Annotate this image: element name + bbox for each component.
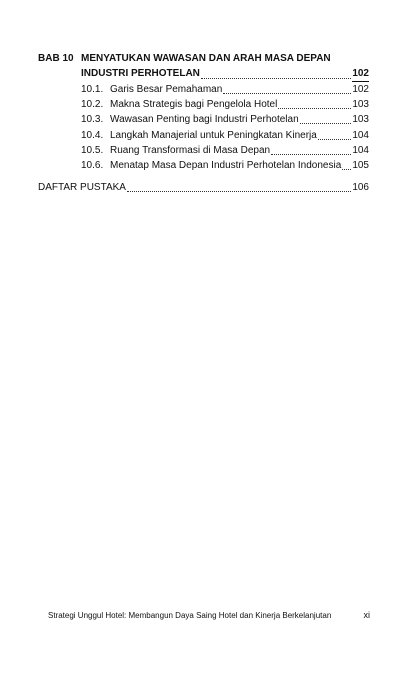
- chapter-title-line2: INDUSTRI PERHOTELAN: [81, 68, 200, 79]
- section-page: 104: [352, 145, 369, 156]
- section-title: Wawasan Penting bagi Industri Perhotelan: [110, 114, 299, 125]
- section-page: 105: [352, 160, 369, 171]
- dot-leader: [271, 154, 351, 155]
- toc-entry-bibliography[interactable]: [38, 181, 369, 195]
- section-title: Garis Besar Pemahaman: [110, 84, 223, 95]
- dot-leader: [201, 78, 351, 79]
- section-number: 10.5.: [81, 145, 104, 156]
- chapter-label: BAB 10: [38, 53, 74, 64]
- section-title: Ruang Transformasi di Masa Depan: [110, 145, 271, 156]
- toc-entry-10-6[interactable]: [81, 159, 369, 173]
- footer-page-number: xi: [363, 610, 370, 620]
- section-number: 10.3.: [81, 114, 104, 125]
- bibliography-title: DAFTAR PUSTAKA: [38, 182, 126, 193]
- section-page: 103: [352, 99, 369, 110]
- chapter-entry[interactable]: [81, 67, 369, 82]
- page-footer: [48, 610, 370, 620]
- dot-leader: [342, 169, 351, 170]
- section-page: 104: [352, 130, 369, 141]
- section-number: 10.2.: [81, 99, 104, 110]
- toc-entry-10-5[interactable]: [81, 144, 369, 158]
- dot-leader: [300, 123, 352, 124]
- section-title: Menatap Masa Depan Industri Perhotelan Indonesia: [110, 160, 342, 171]
- footer-book-title: Strategi Unggul Hotel: Membangun Daya Saing Hotel dan Kinerja Berkelanjutan: [48, 611, 332, 620]
- section-title: Makna Strategis bagi Pengelola Hotel: [110, 99, 278, 110]
- dot-leader: [223, 93, 351, 94]
- section-number: 10.4.: [81, 130, 104, 141]
- section-number: 10.6.: [81, 160, 104, 171]
- toc-entry-10-2[interactable]: [81, 98, 369, 112]
- toc-entry-10-1[interactable]: [81, 83, 369, 97]
- section-page: 103: [352, 114, 369, 125]
- toc-entry-10-4[interactable]: [81, 129, 369, 143]
- dot-leader: [127, 191, 351, 192]
- bibliography-page: 106: [352, 182, 369, 193]
- section-number: 10.1.: [81, 84, 104, 95]
- dot-leader: [318, 139, 352, 140]
- section-title: Langkah Manajerial untuk Peningkatan Kinerja: [110, 130, 317, 141]
- toc-entry-10-3[interactable]: [81, 113, 369, 127]
- chapter-page: 102: [352, 67, 369, 82]
- chapter-title-line1: MENYATUKAN WAWASAN DAN ARAH MASA DEPAN: [81, 53, 331, 64]
- dot-leader: [278, 108, 351, 109]
- section-page: 102: [352, 84, 369, 95]
